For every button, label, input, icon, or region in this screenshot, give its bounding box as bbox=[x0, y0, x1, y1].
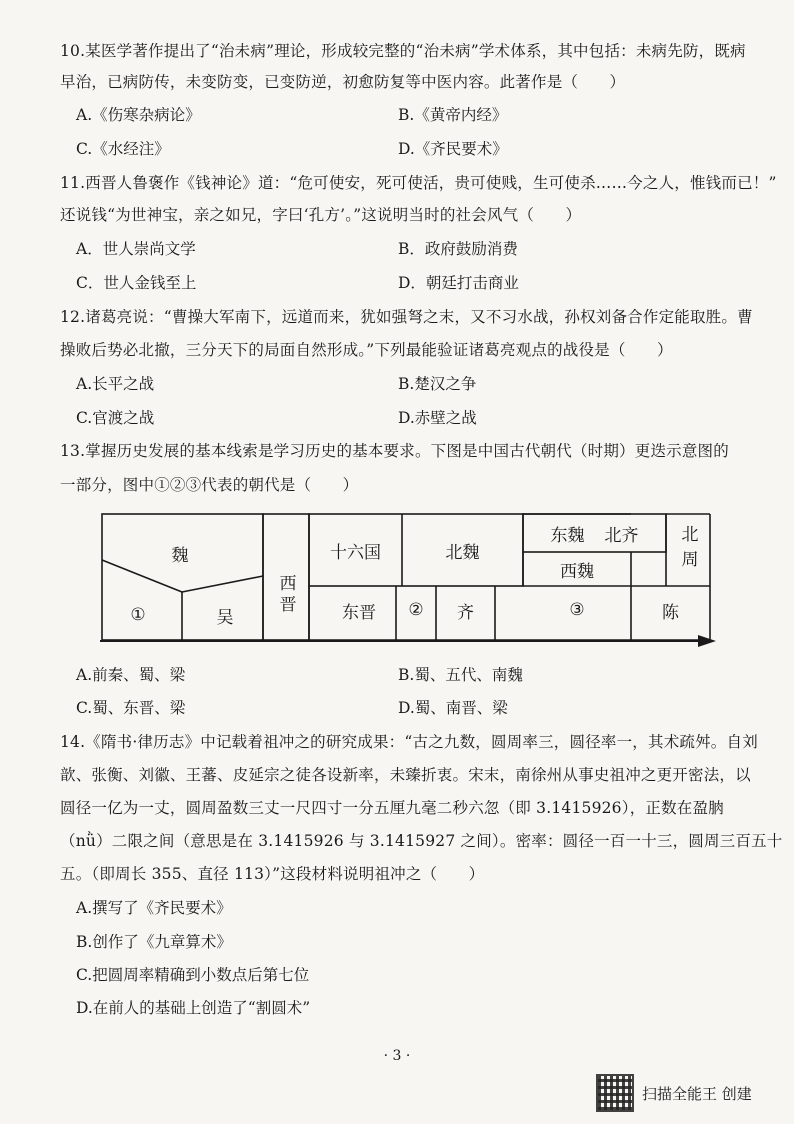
q11-option-b: B．政府鼓励消费 bbox=[398, 240, 518, 258]
q12-option-a: A.长平之战 bbox=[76, 375, 155, 393]
q11-option-a: A．世人崇尚文学 bbox=[76, 240, 196, 258]
dynasty-timeline-diagram bbox=[100, 510, 720, 650]
q14-stem-line3: 圆径一亿为一丈，圆周盈数三丈一尺四寸一分五厘九毫二秒六忽（即 3.1415926），正数在盈朒 bbox=[60, 799, 724, 817]
label-xijin: 西晋 bbox=[275, 574, 296, 616]
q14-stem-line1: 14.《隋书·律历志》中记载着祖冲之的研究成果：“古之九数，圆周率三，圆径率一，其术疏舛。自刘 bbox=[60, 733, 758, 751]
label-beizhou: 北周 bbox=[677, 525, 698, 575]
q11-option-d: D．朝廷打击商业 bbox=[398, 274, 519, 292]
label-chen: 陈 bbox=[662, 602, 679, 623]
label-wu: 吴 bbox=[216, 607, 234, 628]
q10-option-b: B.《黄帝内经》 bbox=[398, 106, 508, 124]
label-circle-3: ③ bbox=[569, 600, 585, 620]
label-dongjin: 东晋 bbox=[342, 602, 376, 623]
label-beiwei: 北魏 bbox=[445, 542, 480, 563]
q13-stem-line2: 一部分，图中①②③代表的朝代是（ ） bbox=[60, 476, 359, 494]
q14-stem-line5: 五。（即周长 355、直径 113）”这段材料说明祖冲之（ ） bbox=[60, 865, 485, 883]
q14-option-c: C.把圆周率精确到小数点后第七位 bbox=[76, 966, 310, 984]
q10-option-d: D.《齐民要术》 bbox=[398, 140, 508, 158]
q14-option-b: B.创作了《九章算术》 bbox=[76, 933, 232, 951]
label-circle-2: ② bbox=[408, 600, 424, 620]
q11-stem-line1: 11.西晋人鲁褒作《钱神论》道：“危可使安，死可使活，贵可使贱，生可使杀……今之人，惟钱而已！” bbox=[60, 174, 777, 192]
q10-stem-line1: 10.某医学著作提出了“治未病”理论，形成较完整的“治未病”学术体系，其中包括：未病先防，既病 bbox=[60, 42, 746, 60]
q14-stem-line4: （nǜ）二限之间（意思是在 3.1415926 与 3.1415927 之间）。密率：圆径一百一十三，圆周三百五十 bbox=[60, 832, 783, 850]
q13-stem-line1: 13.掌握历史发展的基本线索是学习历史的基本要求。下图是中国古代朝代（时期）更迭示意图的 bbox=[60, 442, 729, 460]
q14-option-d: D.在前人的基础上创造了“割圆术” bbox=[76, 999, 311, 1017]
label-dongwei-beiqi bbox=[523, 516, 666, 550]
qr-code-icon bbox=[596, 1074, 634, 1112]
q10-option-c: C.《水经注》 bbox=[76, 140, 170, 158]
label-circle-1: ① bbox=[130, 605, 146, 625]
scanner-watermark bbox=[596, 1074, 752, 1112]
q14-stem-line2: 歆、张衡、刘徽、王蕃、皮延宗之徒各设新率，未臻折衷。宋末，南徐州从事史祖冲之更开密法，以 bbox=[60, 766, 751, 784]
page-number: · 3 · bbox=[383, 1048, 411, 1064]
label-wei: 魏 bbox=[171, 545, 189, 566]
q10-stem-line2: 早治，已病防传，未变防变，已变防逆，初愈防复等中医内容。此著作是（ ） bbox=[60, 73, 626, 91]
watermark-text: 扫描全能王 创建 bbox=[642, 1084, 752, 1103]
q11-stem-line2: 还说钱“为世神宝，亲之如兄，字曰‘孔方’。”这说明当时的社会风气（ ） bbox=[60, 206, 582, 224]
label-shiliuguo: 十六国 bbox=[330, 542, 381, 563]
q13-option-c: C.蜀、东晋、梁 bbox=[76, 699, 186, 717]
q12-stem-line1: 12.诸葛亮说：“曹操大军南下，远道而来，犹如强弩之末，又不习水战，孙权刘备合作定能取胜。曹 bbox=[60, 308, 753, 326]
q14-option-a: A.撰写了《齐民要术》 bbox=[76, 899, 232, 917]
q13-option-d: D.蜀、南晋、梁 bbox=[398, 699, 508, 717]
q13-option-a: A.前秦、蜀、梁 bbox=[76, 666, 186, 684]
q12-stem-line2: 操败后势必北撤，三分天下的局面自然形成。”下列最能验证诸葛亮观点的战役是（ ） bbox=[60, 341, 673, 359]
label-beiqi: 北齐 bbox=[604, 525, 639, 546]
label-xiwei: 西魏 bbox=[560, 561, 594, 582]
label-qi: 齐 bbox=[457, 602, 474, 623]
q12-option-b: B.楚汉之争 bbox=[398, 375, 477, 393]
q13-option-b: B.蜀、五代、南魏 bbox=[398, 666, 523, 684]
q11-option-c: C．世人金钱至上 bbox=[76, 274, 197, 292]
label-dongwei: 东魏 bbox=[550, 525, 585, 546]
q12-option-c: C.官渡之战 bbox=[76, 409, 155, 427]
q10-option-a: A.《伤寒杂病论》 bbox=[76, 106, 201, 124]
q12-option-d: D.赤壁之战 bbox=[398, 409, 477, 427]
